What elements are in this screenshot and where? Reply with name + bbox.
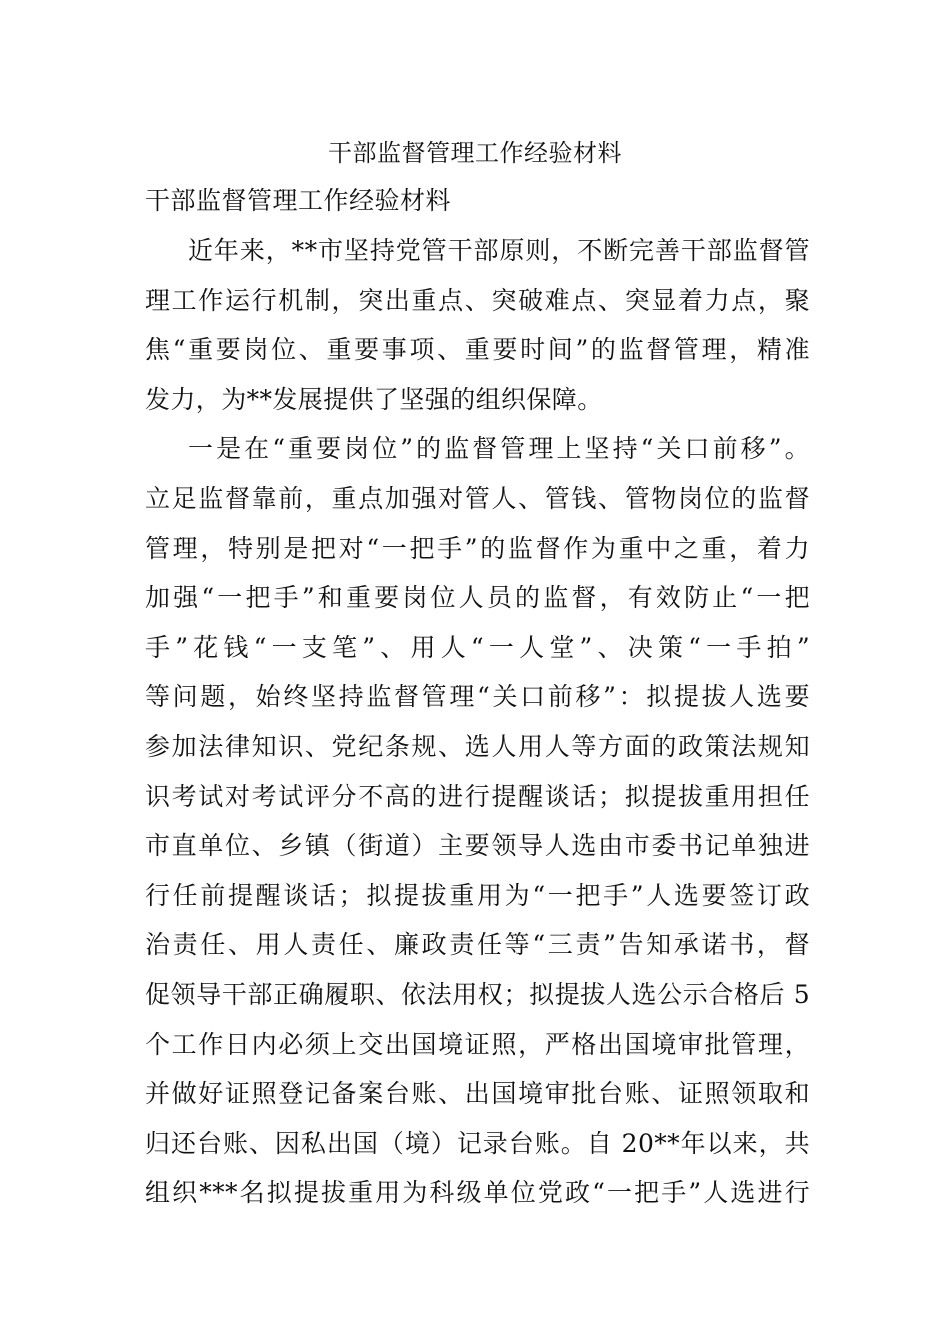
paragraph-line: 近年来，**市坚持党管干部原则，不断完善干部监督管 [188,236,810,265]
paragraph-line: 个工作日内必须上交出国境证照，严格出国境审批管理， [145,1029,810,1059]
paragraph-line: 治责任、用人责任、廉政责任等“三责”告知承诺书，督 [145,930,810,960]
paragraph-line: 发力，为**发展提供了坚强的组织保障。 [145,384,603,414]
document-title: 干部监督管理工作经验材料 [328,139,622,167]
paragraph-line: 等问题，始终坚持监督管理“关口前移”：拟提拔人选要 [145,682,810,712]
document-subtitle: 干部监督管理工作经验材料 [145,186,452,215]
document-body [145,233,810,1225]
paragraph-line: 并做好证照登记备案台账、出国境审批台账、证照领取和 [145,1079,810,1109]
paragraph-line: 行任前提醒谈话；拟提拔重用为“一把手”人选要签订政 [145,880,810,910]
paragraph-line: 理工作运行机制，突出重点、突破难点、突显着力点，聚 [145,285,810,315]
paragraph-line: 焦“重要岗位、重要事项、重要时间”的监督管理，精准 [145,335,810,365]
paragraph-line: 手”花钱“一支笔”、用人“一人堂”、决策“一手拍” [145,632,810,662]
paragraph-line: 管理，特别是把对“一把手”的监督作为重中之重，着力 [145,533,810,563]
paragraph-line: 一是在“重要岗位”的监督管理上坚持“关口前移”。 [188,434,810,464]
paragraph-line: 识考试对考试评分不高的进行提醒谈话；拟提拔重用担任 [145,781,810,811]
paragraph-line: 参加法律知识、党纪条规、选人用人等方面的政策法规知 [145,731,810,761]
paragraph-line: 加强“一把手”和重要岗位人员的监督，有效防止“一把 [145,583,810,613]
paragraph-line: 归还台账、因私出国（境）记录台账。自 20**年以来，共 [145,1128,810,1158]
paragraph-line: 促领导干部正确履职、依法用权；拟提拔人选公示合格后 5 [145,979,810,1009]
paragraph-line: 市直单位、乡镇（街道）主要领导人选由市委书记单独进 [145,831,810,861]
paragraph-line: 立足监督靠前，重点加强对管人、管钱、管物岗位的监督 [145,483,810,513]
paragraph-line: 组织***名拟提拔重用为科级单位党政“一把手”人选进行 [145,1178,810,1208]
